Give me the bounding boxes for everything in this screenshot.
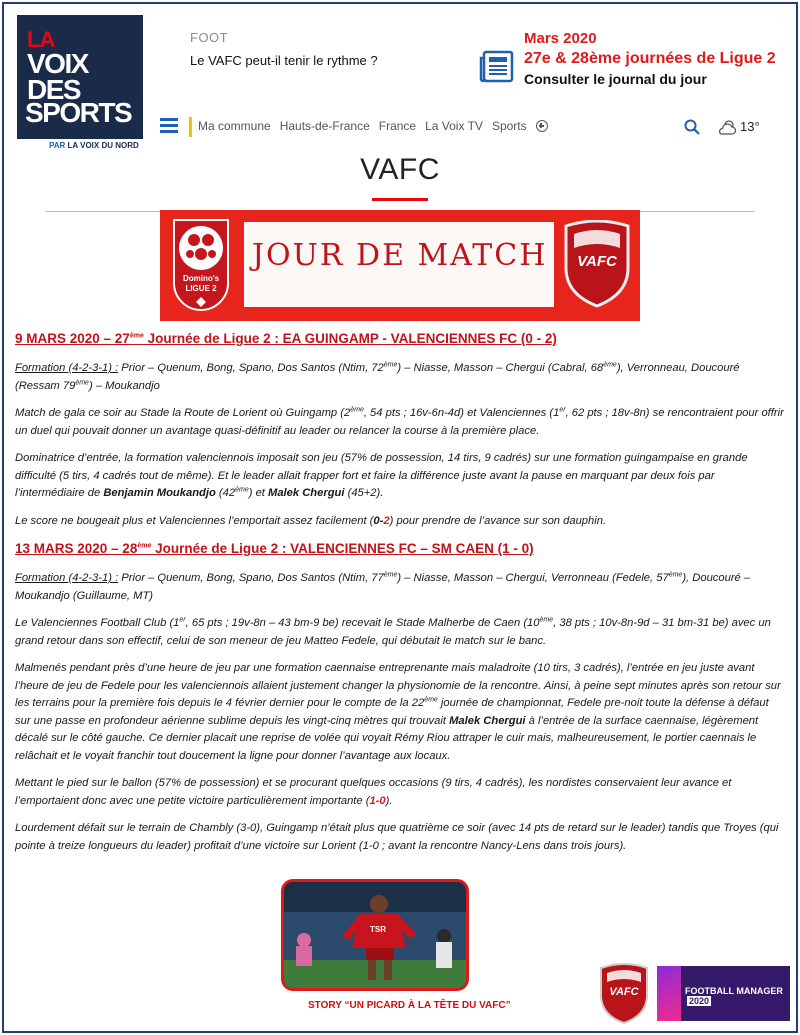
- nav-item-la-voix-tv[interactable]: La Voix TV: [425, 119, 483, 133]
- section-title: VAFC: [360, 153, 440, 186]
- league-name: LIGUE 2: [185, 284, 217, 293]
- nav-item-hauts-de-france[interactable]: Hauts-de-France: [279, 119, 370, 133]
- match-2-formation: Formation (4-2-3-1) : Prior – Quenum, Bong, Spano, Dos Santos (Ntim, 77ème) – Niasse, Masson – Chergui, Verronneau (Fedele, 57ème), Doucouré – Moukandjo (Guillaume, MT): [15, 571, 751, 602]
- jour-de-match-banner: [160, 210, 640, 321]
- match-2-paragraph-3: Mettant le pied sur le ballon (57% de possession) et se procurant quelques occasions (9 tirs, 4 cadrés), les nordistes conservaient leur avance et l’emportaient donc avec une petite victoire particulièrement importante (1-0).: [15, 777, 732, 807]
- nav-item-sports[interactable]: Sports: [491, 119, 527, 133]
- football-player-photo-icon: [284, 882, 466, 988]
- league-brand: Domino's: [182, 274, 220, 283]
- section-accent: [372, 198, 428, 201]
- la-voix-des-sports-logo[interactable]: [17, 15, 143, 139]
- nav-item-ma-commune[interactable]: Ma commune: [198, 119, 271, 133]
- match-1-paragraph-3: Le score ne bougeait plus et Valenciennes l’emportait assez facilement (0-2) pour prendre de l’avance sur son dauphin.: [15, 514, 607, 527]
- search-icon[interactable]: [684, 119, 700, 135]
- footer-club-name: VAFC: [609, 986, 639, 998]
- logo-line-1: LA: [27, 27, 55, 52]
- nav-item-france[interactable]: France: [378, 119, 417, 133]
- story-link[interactable]: STORY “UN PICARD À LA TÊTE DU VAFC”: [308, 1000, 511, 1011]
- match-2-paragraph-4: Lourdement défait sur le terrain de Chambly (3-0), Guingamp n’était plus que quatrième ce soir (avec 14 pts de retard sur le leader) tandis que Troyes (qui pointe à treize longueurs du leader) profitait d’une victoire sur Lorient (1-0 ; avant la rencontre Nancy-Lens dans trois jours).: [15, 822, 779, 852]
- football-manager-2020-badge[interactable]: [657, 966, 790, 1021]
- match-1-paragraph-2: Dominatrice d’entrée, la formation valenciennois imposait son jeu (57% de possession, 14 tirs, 9 cadrés) sur une formation guingampaise en grande difficulté (5 tirs, 4 cadrés tout de même). Et le leader allait frapper fort et faire la différence juste avant la pause en marquant par deux fois par l’intermédiaire de Benjamin Moukandjo (42ème) et Malek Chergui (45+2).: [15, 452, 748, 499]
- nav-items: [198, 119, 548, 133]
- article-kicker: FOOT: [190, 30, 229, 45]
- logo-line-3: DES: [27, 74, 81, 105]
- logo-line-4: SPORTS: [25, 97, 132, 128]
- cloud-sun-icon: [716, 118, 738, 136]
- logo-by: PAR: [49, 141, 68, 150]
- banner-title: JOUR DE MATCH: [252, 238, 548, 273]
- fm-title: FOOTBALL MANAGER2020: [685, 986, 783, 1006]
- jersey-sponsor: TSR: [370, 925, 386, 934]
- ligue-2-logo-icon: [166, 216, 236, 314]
- banner-club-name: VAFC: [577, 253, 617, 270]
- article-body: [15, 330, 785, 865]
- logo-subtitle: [49, 141, 139, 150]
- journal-cta-link[interactable]: Consulter le journal du jour: [524, 71, 707, 87]
- temperature: 13°: [740, 119, 760, 134]
- fm-stripe: [657, 966, 681, 1021]
- match-2-paragraph-1: Le Valenciennes Football Club (1er, 65 pts ; 19v-8n – 43 bm-9 be) recevait le Stade Malherbe de Caen (10ème, 38 pts ; 10v-8n-9d – 31 bm-31 be) avec un grand retour dans son effectif, celui de son meneur de jeu Matteo Fedele, qui débutait le match sur le banc.: [15, 616, 771, 647]
- journal-month: Mars 2020: [524, 30, 597, 47]
- match-1-formation: Formation (4-2-3-1) : Prior – Quenum, Bong, Spano, Dos Santos (Ntim, 72ème) – Niasse, Masson – Chergui (Cabral, 68ème), Verronneau, Doucouré (Ressam 79ème) – Moukandjo: [15, 361, 740, 392]
- match-2-title: 13 MARS 2020 – 28ème Journée de Ligue 2 : VALENCIENNES FC – SM CAEN (1 - 0): [15, 541, 534, 556]
- match-1-title: 9 MARS 2020 – 27ème Journée de Ligue 2 : EA GUINGAMP - VALENCIENNES FC (0 - 2): [15, 331, 557, 346]
- logo-line-2: VOIX: [27, 48, 88, 79]
- ligue-2-caption: [168, 274, 234, 294]
- story-photo[interactable]: [281, 879, 469, 991]
- plus-circle-icon[interactable]: [536, 120, 548, 132]
- logo-brand: LA VOIX DU NORD: [67, 141, 139, 150]
- newspaper-icon[interactable]: [479, 50, 515, 84]
- article-headline[interactable]: Le VAFC peut-il tenir le rythme ?: [190, 53, 378, 68]
- hamburger-menu-icon[interactable]: [160, 118, 178, 134]
- nav-divider: [189, 117, 192, 137]
- match-1-paragraph-1: Match de gala ce soir au Stade la Route de Lorient où Guingamp (2ème, 54 pts ; 16v-6n-4d) et Valenciennes (1er, 62 pts ; 18v-8n) se rencontraient pour offrir un duel qui pouvait donner un avantage quasi-définitif au leader ou relancer la course à la première place.: [15, 406, 784, 437]
- match-2-paragraph-2: Malmenés pendant près d’une heure de jeu par une formation caennaise entreprenante mais maladroite (10 tirs, 3 cadrés), l’entrée en jeu juste avant l’heure de jeu de Fedele pour les valenciennois allaient justement changer la physionomie de la rencontre. Ainsi, à peine sept minutes après son retour sur les terrains pour la première fois depuis le 4 février dernier pour le compte de la 22ème journée de championnat, Fedele pre-noit toute la défense à défaut sur une passe en profondeur aérienne sublime depuis les vingt-cinq mètres qui trouvait Malek Chergui à l’entrée de la surface caennaise, légèrement décalé sur le côté gauche. Ce dernier placait une reprise de volée qui voyait Rémy Riou attraper le cuir mais, malheureusement, le portier caennais le relâchait et le voyait franchir tout doucement la ligne pour donner l’avantage aux locaux.: [15, 662, 781, 762]
- journal-title[interactable]: 27e & 28ème journées de Ligue 2: [524, 50, 776, 67]
- main-nav: [160, 116, 780, 140]
